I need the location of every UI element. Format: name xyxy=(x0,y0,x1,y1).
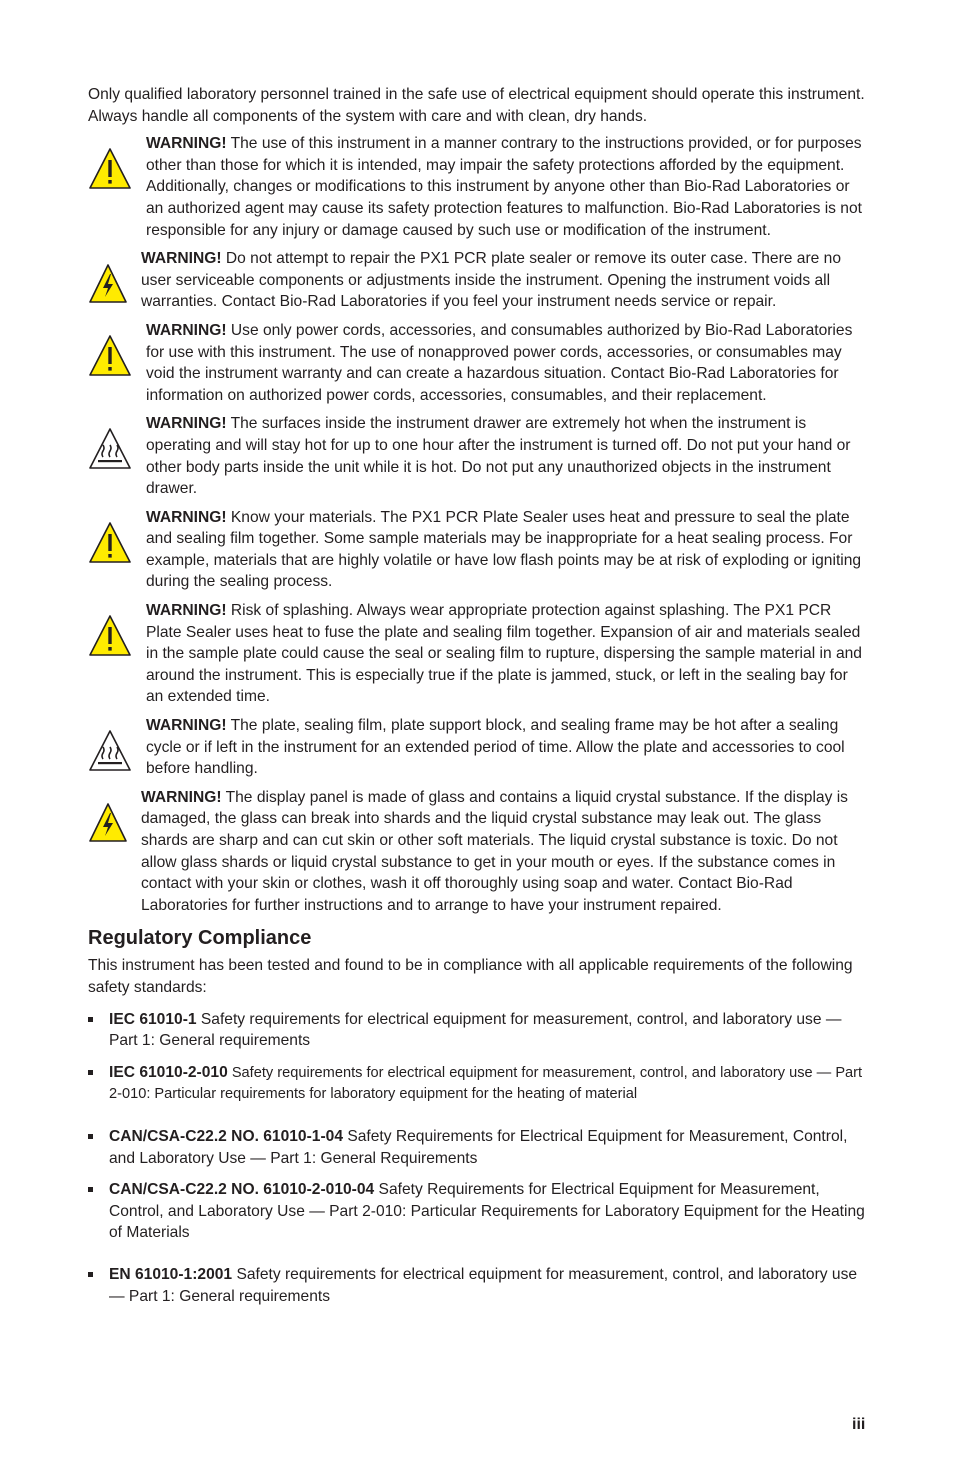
warning-block xyxy=(88,320,866,406)
document-page xyxy=(88,84,866,1307)
warning-text xyxy=(146,320,866,406)
warning-label: WARNING! xyxy=(146,717,227,735)
standard-code: CAN/CSA-C22.2 NO. 61010-2-010-04 xyxy=(109,1181,375,1199)
warning-label: WARNING! xyxy=(146,321,227,339)
standard-description: Safety requirements for electrical equipment for measurement, control, and laboratory use — Part 1: General requirements xyxy=(109,1265,858,1305)
warning-block xyxy=(88,600,866,708)
standard-description: Safety requirements for electrical equipment for measurement, control, and laboratory use — Part 1: General requirements xyxy=(109,1010,842,1050)
list-item xyxy=(88,1264,866,1307)
caution-icon xyxy=(88,521,132,565)
hot-surface-icon xyxy=(88,729,132,773)
list-item xyxy=(88,1126,866,1169)
warning-block xyxy=(88,133,866,241)
electrical-hazard-icon xyxy=(88,262,128,306)
list-item xyxy=(88,1179,866,1244)
warning-body: The surfaces inside the instrument drawer are extremely hot when the instrument is operating and will stay hot for up to one hour after the instrument is turned off. Do not put your hand or other body parts inside the unit while it is hot. Do not put any unauthorized objects in the instrument drawer. xyxy=(146,415,851,498)
warning-body: The use of this instrument in a manner contrary to the instructions provided, or for purposes other than those for which it is intended, may impair the safety protections afforded by the equipment. Additionally, changes or modifications to this instrument by anyone other than Bio-Rad Laboratories or an authorized agent may cause its safety protection features to malfunction. Bio-Rad Laboratories is not responsible for any injury or damage caused by such use or modification of the instrument. xyxy=(146,135,862,239)
caution-icon xyxy=(88,147,132,191)
warning-body: Know your materials. The PX1 PCR Plate Sealer uses heat and pressure to seal the plate and sealing film together. Some sample materials may be inappropriate for a heat sealing process. For example, materials that are highly volatile or have low flash points may be at risk of exploding or igniting during the sealing process. xyxy=(146,508,862,591)
intro-paragraph: Only qualified laboratory personnel trained in the safe use of electrical equipment should operate this instrument. Always handle all components of the system with care and with clean, dry hands. xyxy=(88,86,865,125)
warning-block xyxy=(88,413,866,499)
warning-text xyxy=(146,507,866,593)
standard-code: EN 61010-1:2001 xyxy=(109,1265,233,1283)
caution-icon xyxy=(88,334,132,378)
warning-text xyxy=(146,600,866,708)
warning-block xyxy=(88,715,866,780)
warning-block xyxy=(88,248,866,313)
page-number: iii xyxy=(852,1416,866,1433)
standard-code: IEC 61010-2-010 xyxy=(109,1063,228,1081)
list-item xyxy=(88,1062,866,1106)
standard-description: Safety Requirements for Electrical Equipment for Measurement, Control, and Laboratory Use — Part 2-010: Particular Requirements for Laboratory Equipment for the Heating of Materials xyxy=(109,1181,865,1242)
warning-body: Use only power cords, accessories, and consumables authorized by Bio-Rad Laboratories for use with this instrument. The use of nonapproved power cords, accessories, or consumables may void the instrument warranty and can create a hazardous situation. Contact Bio-Rad Laboratories for information on authorized power cords, accessories, consumables, and their replacement. xyxy=(146,321,853,404)
warning-body: The plate, sealing film, plate support block, and sealing frame may be hot after a sealing cycle or if left in the instrument for an extended period of time. Allow the plate and accessories to cool before handling. xyxy=(146,717,845,778)
warning-label: WARNING! xyxy=(141,788,222,806)
warning-text xyxy=(141,248,866,313)
warning-text xyxy=(141,787,866,917)
warning-text xyxy=(146,715,866,780)
compliance-intro: This instrument has been tested and found to be in compliance with all applicable requirements of the following safety standards: xyxy=(88,957,853,996)
warning-block xyxy=(88,507,866,593)
warning-label: WARNING! xyxy=(146,602,227,620)
standards-list xyxy=(88,1009,866,1308)
list-item xyxy=(88,1009,866,1052)
hot-surface-icon xyxy=(88,427,132,471)
caution-icon xyxy=(88,614,132,658)
warning-label: WARNING! xyxy=(146,508,227,526)
electrical-hazard-icon xyxy=(88,801,128,845)
warning-body: The display panel is made of glass and contains a liquid crystal substance. If the display is damaged, the glass can break into shards and the liquid crystal substance may leak out. The glass shards are sharp and can cut skin or other soft materials. The liquid crystal substance is toxic. Do not allow glass shards or liquid crystal substance to get in your mouth or eyes. If the substance comes in contact with your skin or clothes, wash it off thoroughly using soap and water. Contact Bio-Rad Laboratories for further instructions and to arrange to have your instrument repaired. xyxy=(141,788,848,914)
warning-text xyxy=(146,413,866,499)
standard-code: IEC 61010-1 xyxy=(109,1010,197,1028)
warning-label: WARNING! xyxy=(146,415,227,433)
standard-description: Safety requirements for electrical equipment for measurement, control, and laboratory use — Part 2-010: Particular requirements for laboratory equipment for the heating of material xyxy=(109,1064,863,1103)
warning-text xyxy=(146,133,866,241)
section-heading: Regulatory Compliance xyxy=(88,927,312,950)
standard-code: CAN/CSA-C22.2 NO. 61010-1-04 xyxy=(109,1127,343,1145)
warning-label: WARNING! xyxy=(146,135,227,153)
warning-label: WARNING! xyxy=(141,250,222,268)
warning-body: Risk of splashing. Always wear appropriate protection against splashing. The PX1 PCR Plate Sealer uses heat to fuse the plate and sealing film together. Expansion of air and materials sealed in the sample plate could cause the seal or sealing film to rupture, dispersing the sample material in and around the instrument. This is especially true if the plate is jammed, stuck, or left in the sealing bay for an extended time. xyxy=(146,602,862,706)
warning-block xyxy=(88,787,866,917)
standard-description: Safety Requirements for Electrical Equipment for Measurement, Control, and Laboratory Use — Part 1: General Requirements xyxy=(109,1127,848,1167)
warning-body: Do not attempt to repair the PX1 PCR plate sealer or remove its outer case. There are no user serviceable components or adjustments inside the instrument. Opening the instrument voids all warranties. Contact Bio-Rad Laboratories if you feel your instrument needs service or repair. xyxy=(141,250,842,311)
